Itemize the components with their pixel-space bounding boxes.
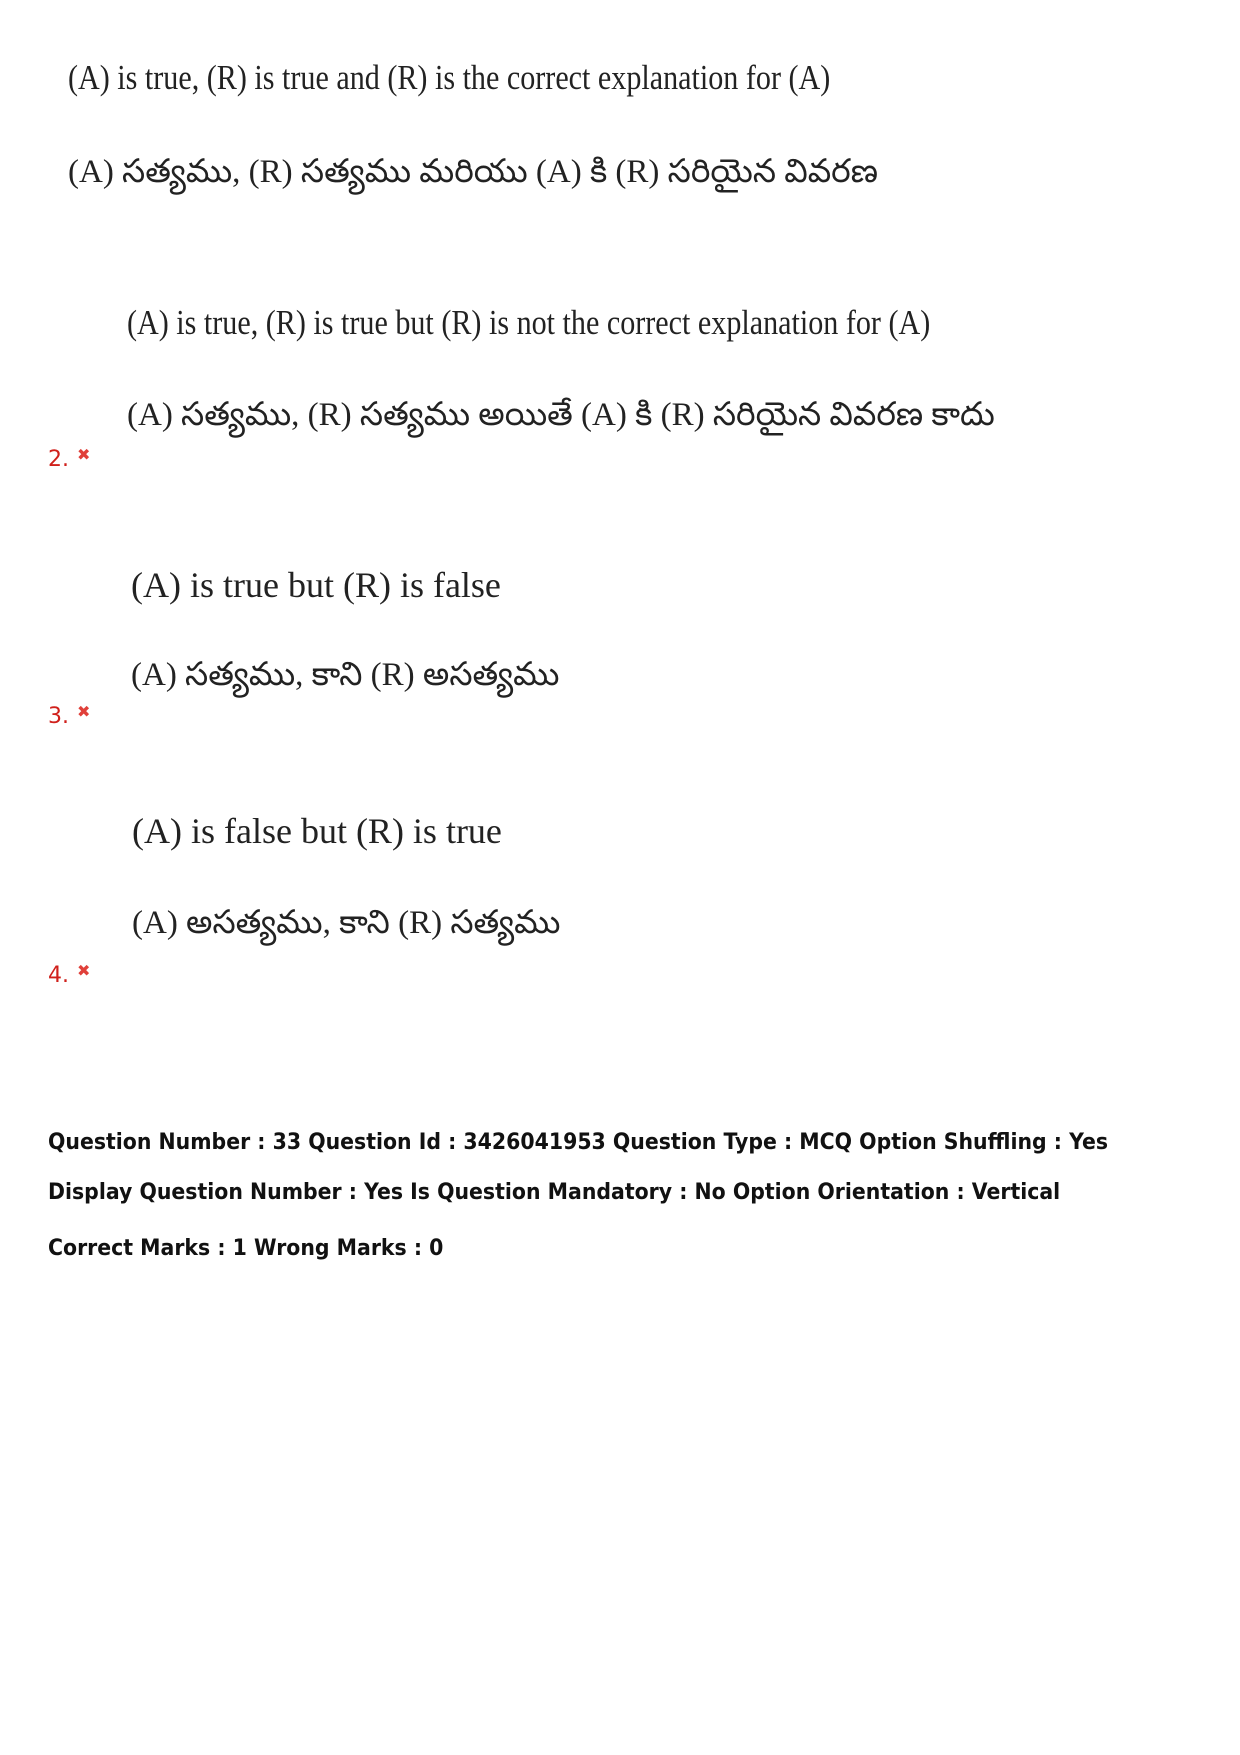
meta-line-1: Question Number : 33 Question Id : 3426041953 Question Type : MCQ Option Shuffling : Yes: [48, 1130, 1109, 1155]
option-2-telugu: (A) సత్యము, (R) సత్యము అయితే (A) కి (R) సరియైన వివరణ కాదు: [127, 397, 995, 433]
option-4-english: (A) is false but (R) is true: [132, 811, 502, 851]
option-3-label: [48, 702, 90, 729]
wrong-cross-icon: ✖: [77, 445, 91, 464]
option-4-telugu: (A) అసత్యము, కాని (R) సత్యము: [132, 905, 561, 941]
meta-line-2: Display Question Number : Yes Is Question Mandatory : No Option Orientation : Vertical: [48, 1180, 1061, 1205]
option-3-telugu: (A) సత్యము, కాని (R) అసత్యము: [131, 657, 560, 693]
option-2-english: (A) is true, (R) is true but (R) is not the correct explanation for (A): [127, 303, 931, 342]
wrong-cross-icon: ✖: [77, 702, 91, 721]
option-2-label: [48, 445, 90, 472]
option-number: 4.: [48, 963, 69, 988]
option-number: 3.: [48, 704, 69, 729]
wrong-cross-icon: ✖: [77, 961, 91, 980]
option-1-telugu: (A) సత్యము, (R) సత్యము మరియు (A) కి (R) సరియైన వివరణ: [68, 154, 878, 190]
option-4-label: [48, 961, 90, 988]
option-number: 2.: [48, 447, 69, 472]
meta-line-3: Correct Marks : 1 Wrong Marks : 0: [48, 1236, 444, 1261]
option-1-english: (A) is true, (R) is true and (R) is the correct explanation for (A): [68, 58, 831, 97]
option-3-english: (A) is true but (R) is false: [131, 565, 501, 605]
